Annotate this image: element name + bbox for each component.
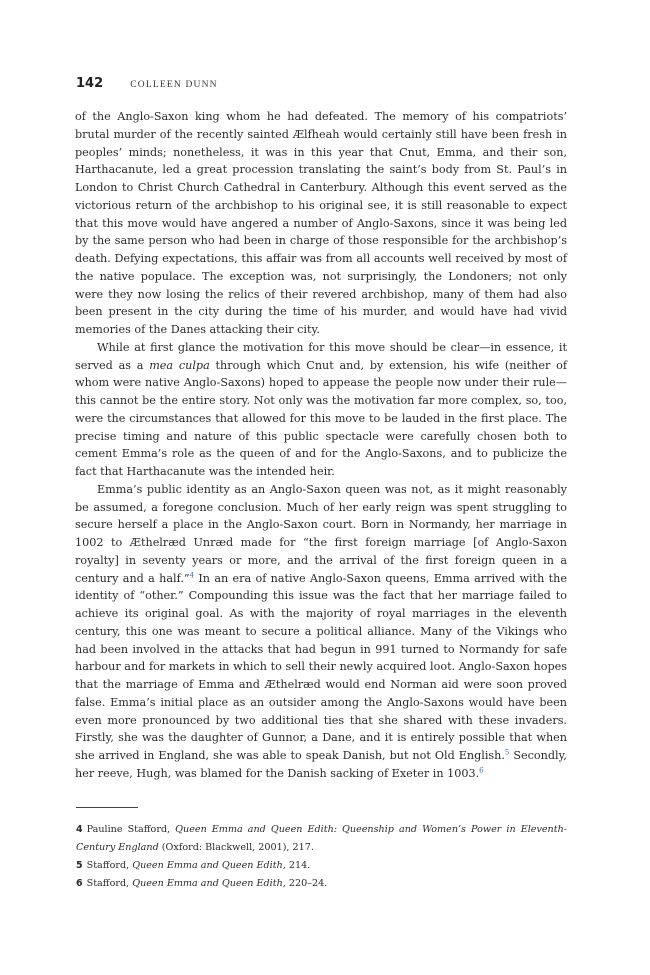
footnote xyxy=(76,821,567,857)
text-run: Pauline Stafford, xyxy=(86,824,176,835)
footnotes xyxy=(76,821,567,893)
footnote-reference[interactable]: 4 xyxy=(189,570,195,579)
text-run: , 214. xyxy=(282,860,311,871)
page-number: 142 xyxy=(76,76,104,91)
paragraph xyxy=(75,339,567,481)
text-run: In an era of native Anglo-Saxon queens, Emma arrived with the identity of “other.” Compounding this issue was the fact that her marriage failed to achieve its original goal. As with the majority of royal marriages in the eleventh century, this one was meant to secure a political alliance. Many of the Vikings who had been involved in the attacks that had begun in 991 turned to Normandy for safe harbour and for markets in which to sell their newly acquired loot. Anglo-Saxon hopes that the marriage of Emma and Æthelræd would end Norman aid were soon proved false. Emma’s initial place as an outsider among the Anglo-Saxons would have been even more pronounced by two additional ties that she shared with these invaders. Firstly, she was the daughter of Gunnor, a Dane, and it is entirely possible that when she arrived in England, she was able to speak Danish, but not Old English. xyxy=(75,571,567,762)
running-head-author: COLLEEN DUNN xyxy=(130,80,218,90)
text-run: While at first glance the motivation for this move should be clear—in essence, it served as a xyxy=(75,340,567,372)
footnote-reference[interactable]: 5 xyxy=(504,748,510,757)
footnote-divider xyxy=(76,807,138,808)
text-run: of the Anglo-Saxon king whom he had defeated. The memory of his compatriots’ brutal murder of the recently sainted Ælfheah would certainly still have been fresh in peoples’ minds; nonetheless, it was in this year that Cnut, Emma, and their son, Harthacanute, led a great procession translating the saint’s body from St. Paul’s in London to Christ Church Cathedral in Canterbury. Although this event served as the victorious return of the archbishop to his original see, it is still reasonable to expect that this move would have angered a number of Anglo-Saxons, since it was being led by the same person who had been in charge of those responsible for the archbishop’s death. Defying expectations, this affair was from all accounts well received by most of the native populace. The exception was, not surprisingly, the Londoners; not only were they now losing the relics of their revered archbishop, many of them had also been present in the city during the time of his murder, and would have had vivid memories of the Danes attacking their city. xyxy=(75,110,567,336)
italic-text: mea culpa xyxy=(149,358,210,372)
footnote-reference[interactable]: 6 xyxy=(479,766,484,775)
text-run: Stafford, xyxy=(86,878,133,889)
text-run: Emma’s public identity as an Anglo-Saxon queen was not, as it might reasonably be assumed, a foregone conclusion. Much of her early reign was spent struggling to secure herself a place in the Anglo-Saxon court. Born in Normandy, her marriage in 1002 to Æthelræd Unræd made for “the first foreign marriage [of Anglo-Saxon royalty] in seventy years or more, and the arrival of the first foreign queen in a century and a half.” xyxy=(75,482,567,585)
italic-text: Queen Emma and Queen Edith xyxy=(132,860,283,871)
running-header xyxy=(76,72,218,91)
text-run: (Oxford: Blackwell, 2001), 217. xyxy=(158,842,314,853)
italic-text: Queen Emma and Queen Edith xyxy=(132,878,283,889)
footnote-number: 6 xyxy=(76,878,83,889)
footnote-number: 4 xyxy=(76,824,83,835)
footnote xyxy=(76,857,567,875)
body-text xyxy=(75,108,567,783)
text-run: through which Cnut and, by extension, his wife (neither of whom were native Anglo-Saxons) hoped to appease the people now under their rule—this cannot be the entire story. Not only was the motivation far more complex, so, too, were the circumstances that allowed for this move to be lauded in the first place. The precise timing and nature of this public spectacle were carefully chosen both to cement Emma’s role as the queen of and for the Anglo-Saxons, and to publicize the fact that Harthacanute was the intended heir. xyxy=(75,358,567,478)
footnote-number: 5 xyxy=(76,860,83,871)
footnote xyxy=(76,875,567,893)
text-run: Secondly, her reeve, Hugh, was blamed for the Danish sacking of Exeter in 1003. xyxy=(75,749,567,780)
italic-text: Queen Emma and Queen Edith: Queenship and Women’s Power in Eleventh-Century England xyxy=(76,824,568,853)
text-run: , 220–24. xyxy=(282,878,328,889)
paragraph xyxy=(75,481,567,783)
text-run: Stafford, xyxy=(86,860,133,871)
paragraph xyxy=(75,108,567,339)
